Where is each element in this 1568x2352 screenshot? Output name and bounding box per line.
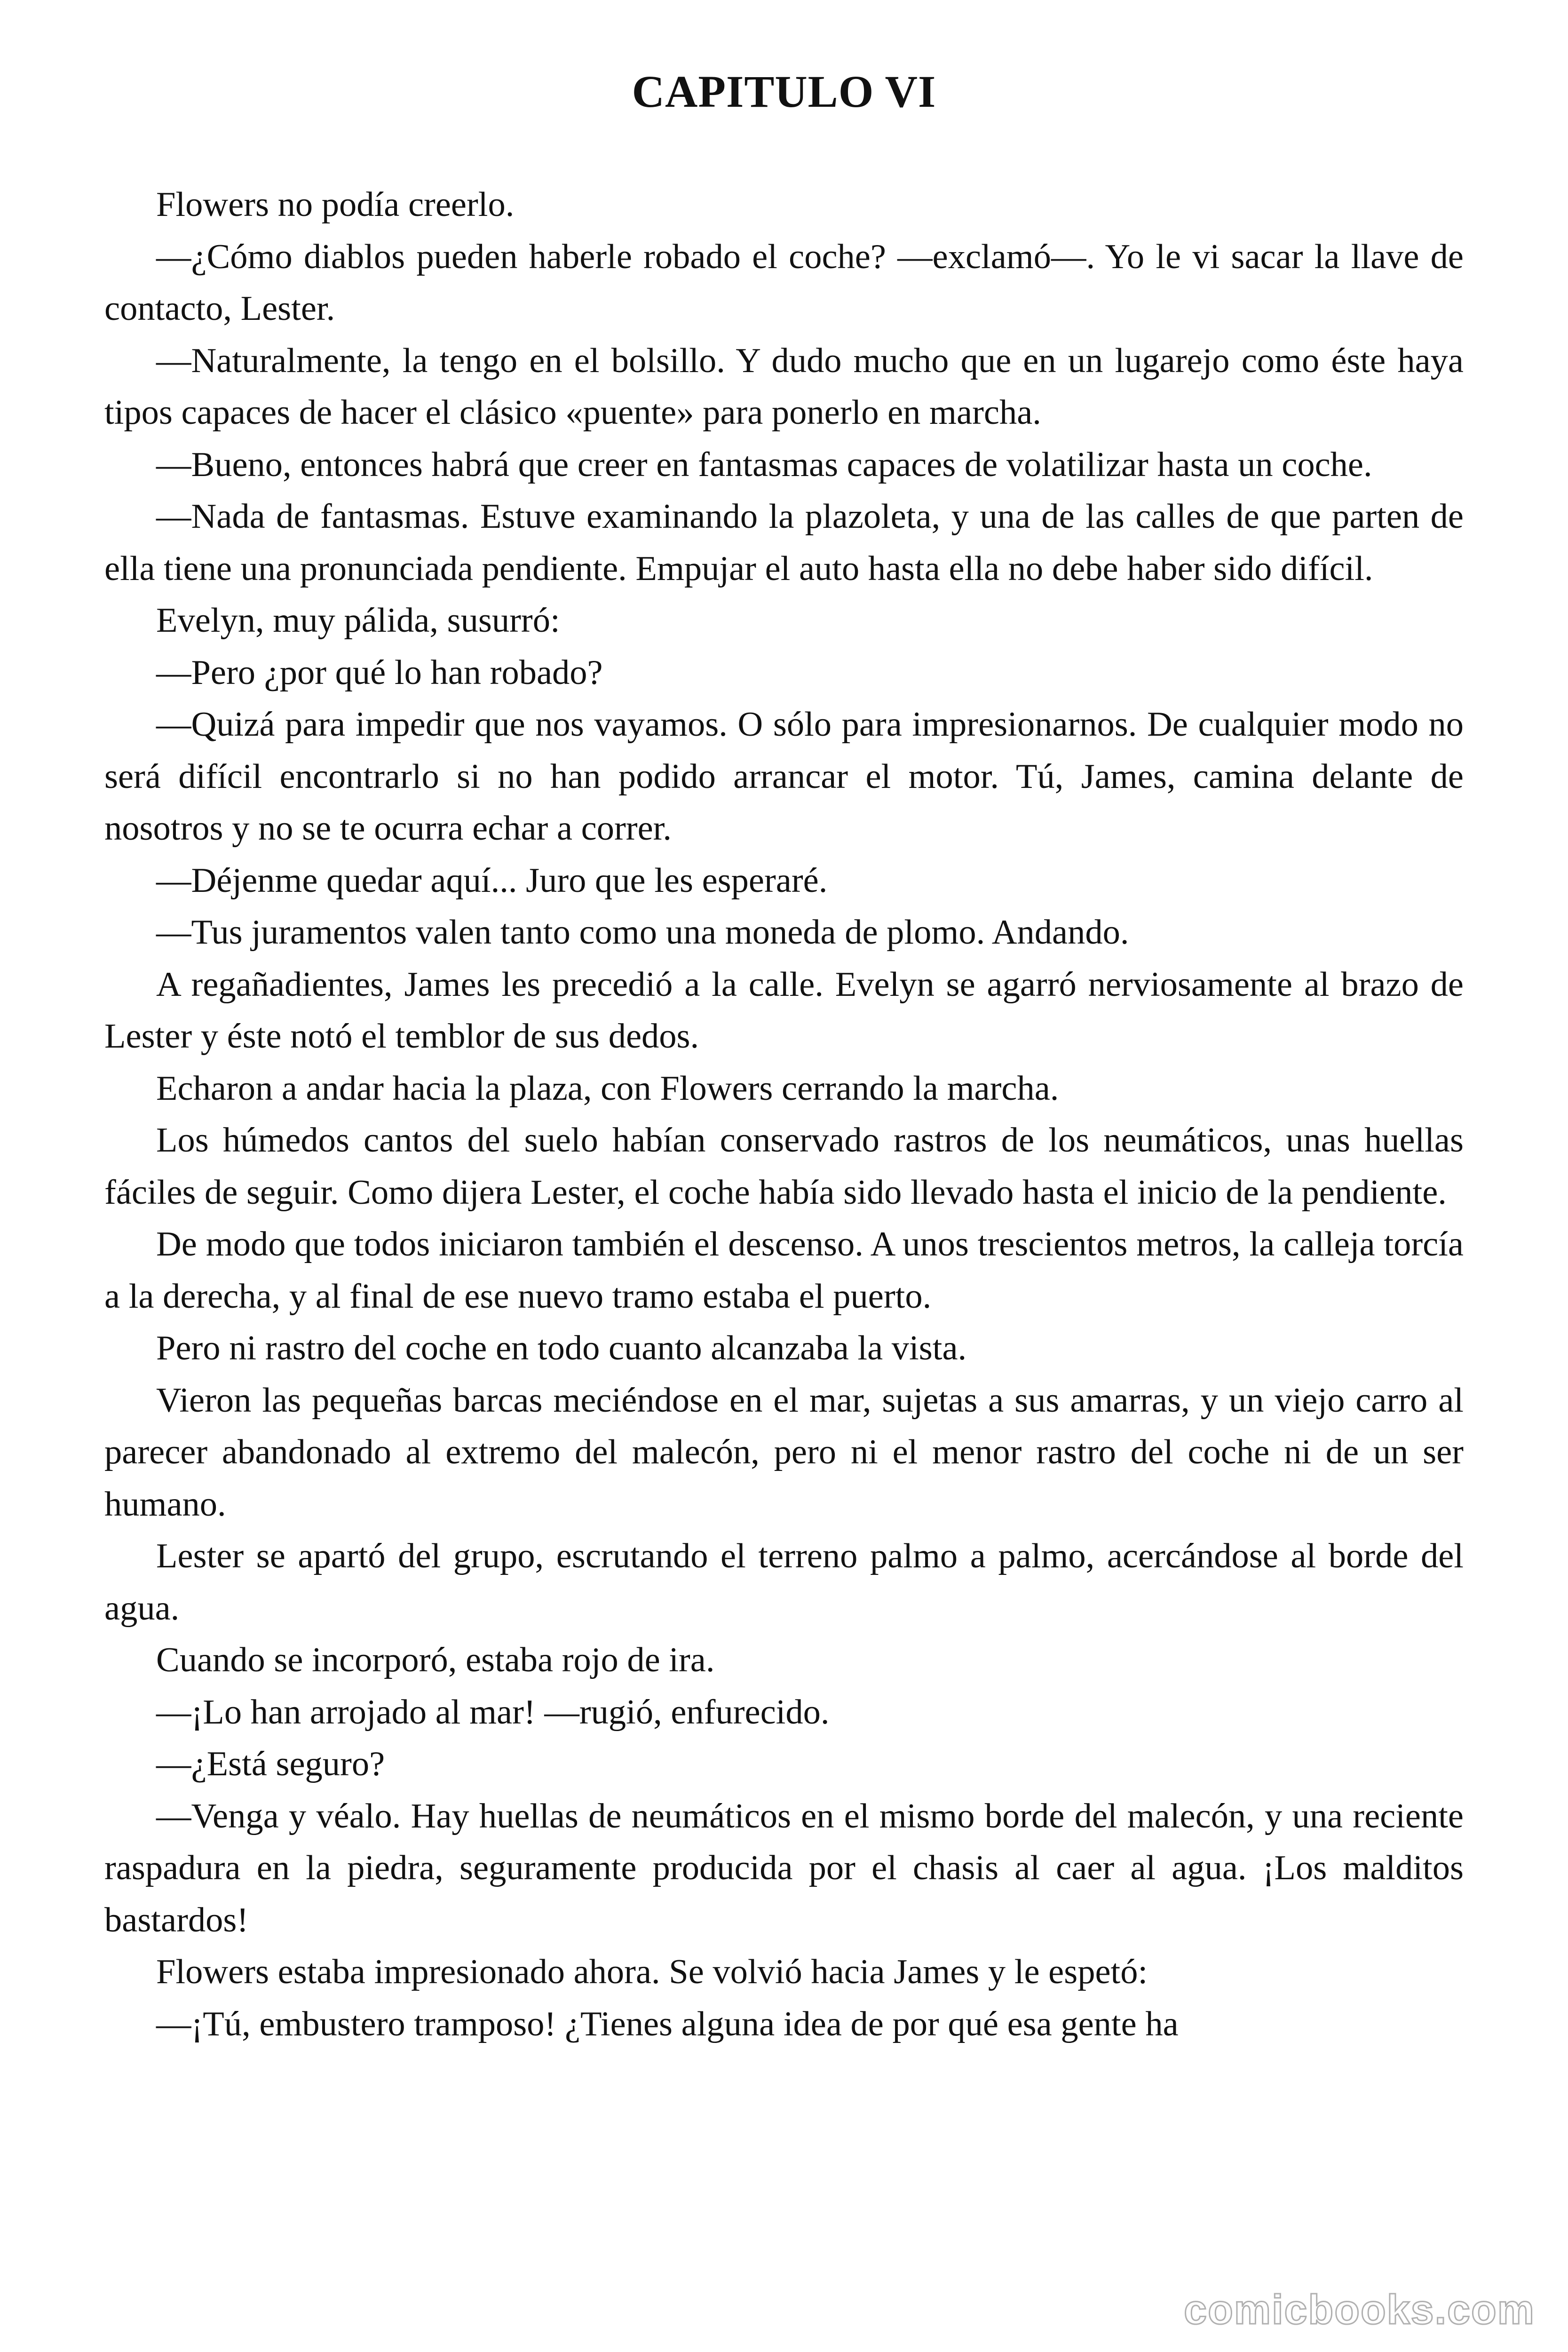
paragraph: —Quizá para impedir que nos vayamos. O sólo para impresionarnos. De cualquier modo no será difícil encontrarlo si no han podido arrancar el motor. Tú, James, camina delante de nosotros y no se te ocurra echar a correr. xyxy=(104,705,1464,848)
paragraph: —¡Tú, embustero tramposo! ¿Tienes alguna idea de por qué esa gente ha xyxy=(156,2004,1179,2043)
paragraph: Evelyn, muy pálida, susurró: xyxy=(156,601,560,640)
paragraph: Flowers estaba impresionado ahora. Se volvió hacia James y le espetó: xyxy=(156,1953,1148,1991)
paragraph: —¿Cómo diablos pueden haberle robado el coche? —exclamó—. Yo le vi sacar la llave de contacto, Lester. xyxy=(104,237,1464,328)
paragraph: Cuando se incorporó, estaba rojo de ira. xyxy=(156,1641,715,1679)
paragraph: —Bueno, entonces habrá que creer en fantasmas capaces de volatilizar hasta un coche. xyxy=(156,445,1372,484)
paragraph: De modo que todos iniciaron también el descenso. A unos trescientos metros, la calleja torcía a la derecha, y al final de ese nuevo tramo estaba el puerto. xyxy=(104,1225,1464,1316)
paragraph: —¿Está seguro? xyxy=(156,1745,385,1783)
paragraph: —Pero ¿por qué lo han robado? xyxy=(156,653,603,692)
chapter-title: CAPITULO VI xyxy=(632,66,936,117)
paragraph: —Tus juramentos valen tanto como una moneda de plomo. Andando. xyxy=(156,913,1129,952)
paragraph: —Déjenme quedar aquí... Juro que les esperaré. xyxy=(156,861,828,900)
paragraph: Echaron a andar hacia la plaza, con Flowers cerrando la marcha. xyxy=(156,1069,1059,1108)
paragraph: A regañadientes, James les precedió a la calle. Evelyn se agarró nerviosamente al brazo de Lester y éste notó el temblor de sus dedos. xyxy=(104,965,1464,1056)
paragraph: —Nada de fantasmas. Estuve examinando la plazoleta, y una de las calles de que parten de ella tiene una pronunciada pendiente. Empujar el auto hasta ella no debe haber sido difícil. xyxy=(104,497,1464,588)
paragraph: Flowers no podía creerlo. xyxy=(156,185,515,224)
paragraph: —Naturalmente, la tengo en el bolsillo. Y dudo mucho que en un lugarejo como éste haya tipos capaces de hacer el clásico «puente» para ponerlo en marcha. xyxy=(104,341,1464,432)
paragraph: Lester se apartó del grupo, escrutando el terreno palmo a palmo, acercándose al borde del agua. xyxy=(104,1537,1464,1628)
paragraph: —Venga y véalo. Hay huellas de neumáticos en el mismo borde del malecón, y una reciente raspadura en la piedra, seguramente producida por el chasis al caer al agua. ¡Los malditos bastardos! xyxy=(104,1796,1464,1939)
watermark: comicbooks.com xyxy=(1184,2286,1535,2333)
paragraph: Vieron las pequeñas barcas meciéndose en el mar, sujetas a sus amarras, y un viejo carro al parecer abandonado al extremo del malecón, pero ni el menor rastro del coche ni de un ser humano. xyxy=(104,1381,1464,1524)
paragraph: Pero ni rastro del coche en todo cuanto alcanzaba la vista. xyxy=(156,1329,967,1367)
body-text xyxy=(104,179,1464,2050)
paragraph: Los húmedos cantos del suelo habían conservado rastros de los neumáticos, unas huellas fáciles de seguir. Como dijera Lester, el coche había sido llevado hasta el inicio de la pendiente. xyxy=(104,1121,1464,1212)
paragraph: —¡Lo han arrojado al mar! —rugió, enfurecido. xyxy=(156,1692,830,1732)
